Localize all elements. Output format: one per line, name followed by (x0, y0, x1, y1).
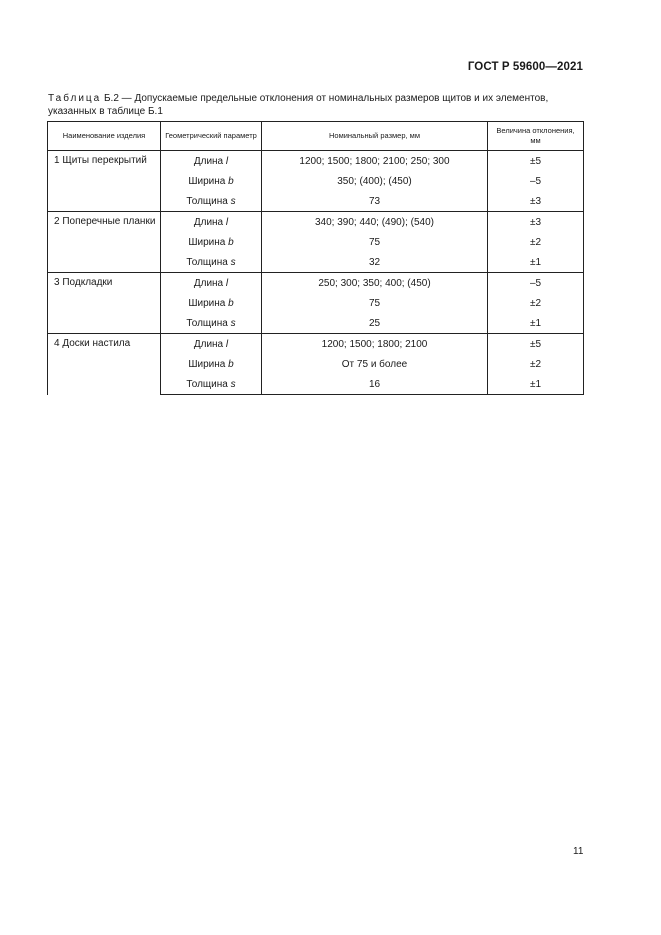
parameter-symbol: s (230, 256, 236, 268)
table-header-row (48, 122, 584, 151)
parameter-label: Длина (193, 216, 224, 228)
nominal-size-cell: 73 (262, 191, 488, 212)
parameter-label: Толщина (186, 378, 228, 390)
deviation-cell: –5 (488, 273, 584, 294)
parameter-symbol: l (225, 277, 229, 289)
parameter-label: Ширина (188, 358, 226, 370)
parameter-symbol: s (230, 317, 236, 329)
parameter-label: Толщина (186, 256, 228, 268)
column-header-deviation: Величина отклонения, мм (488, 122, 584, 151)
parameter-cell (161, 151, 262, 172)
parameter-cell (161, 212, 262, 233)
parameter-label: Ширина (188, 236, 226, 248)
parameter-cell (161, 191, 262, 212)
table-caption-label: Таблица (48, 93, 102, 104)
parameter-label: Ширина (188, 297, 226, 309)
product-name-cell: 1 Щиты перекрытий (48, 151, 161, 212)
product-name-cell: 4 Доски настила (48, 334, 161, 395)
parameter-symbol: s (230, 378, 236, 390)
parameter-symbol: b (228, 175, 234, 187)
deviation-cell: ±2 (488, 354, 584, 374)
nominal-size-cell: 75 (262, 232, 488, 252)
parameter-cell (161, 252, 262, 273)
nominal-size-cell: 350; (400); (450) (262, 171, 488, 191)
product-name-cell: 3 Подкладки (48, 273, 161, 334)
parameter-label: Длина (193, 338, 224, 350)
deviation-table (47, 121, 584, 395)
nominal-size-cell: 250; 300; 350; 400; (450) (262, 273, 488, 294)
parameter-label: Длина (193, 155, 224, 167)
parameter-symbol: l (225, 338, 229, 350)
deviation-cell: ±1 (488, 252, 584, 273)
column-header-product: Наименование изделия (48, 122, 161, 151)
table-caption-text: Б.2 — Допускаемые предельные отклонения от номинальных размеров щитов и их элементов, указанных в таблице Б.1 (48, 93, 549, 117)
product-name-cell: 2 Поперечные планки (48, 212, 161, 273)
document-code: ГОСТ Р 59600—2021 (467, 61, 583, 73)
page-number: 11 (573, 846, 584, 857)
table-row (48, 273, 584, 294)
parameter-cell (161, 171, 262, 191)
deviation-cell: ±2 (488, 293, 584, 313)
parameter-cell (161, 293, 262, 313)
deviation-cell: ±5 (488, 334, 584, 355)
parameter-cell (161, 273, 262, 294)
parameter-symbol: l (225, 216, 229, 228)
nominal-size-cell: 25 (262, 313, 488, 334)
column-header-nominal: Номинальный размер, мм (262, 122, 488, 151)
parameter-cell (161, 374, 262, 395)
table-body (48, 151, 584, 395)
deviation-cell: ±1 (488, 374, 584, 395)
parameter-symbol: b (228, 358, 234, 370)
parameter-label: Толщина (186, 195, 228, 207)
parameter-symbol: b (228, 236, 234, 248)
nominal-size-cell: 340; 390; 440; (490); (540) (262, 212, 488, 233)
nominal-size-cell: 16 (262, 374, 488, 395)
nominal-size-cell: 32 (262, 252, 488, 273)
table-row (48, 334, 584, 355)
parameter-cell (161, 313, 262, 334)
parameter-cell (161, 354, 262, 374)
deviation-cell: ±5 (488, 151, 584, 172)
parameter-label: Толщина (186, 317, 228, 329)
nominal-size-cell: 1200; 1500; 1800; 2100 (262, 334, 488, 355)
parameter-symbol: l (225, 155, 229, 167)
deviation-cell: ±3 (488, 212, 584, 233)
parameter-symbol: s (230, 195, 236, 207)
deviation-cell: ±2 (488, 232, 584, 252)
table-row (48, 212, 584, 233)
nominal-size-cell: 75 (262, 293, 488, 313)
parameter-cell (161, 232, 262, 252)
deviation-cell: ±3 (488, 191, 584, 212)
parameter-symbol: b (228, 297, 234, 309)
column-header-parameter: Геометрический параметр (161, 122, 262, 151)
table-row (48, 151, 584, 172)
table-caption (48, 92, 583, 118)
parameter-label: Длина (193, 277, 224, 289)
deviation-cell: –5 (488, 171, 584, 191)
nominal-size-cell: 1200; 1500; 1800; 2100; 250; 300 (262, 151, 488, 172)
deviation-cell: ±1 (488, 313, 584, 334)
nominal-size-cell: От 75 и более (262, 354, 488, 374)
parameter-label: Ширина (188, 175, 226, 187)
parameter-cell (161, 334, 262, 355)
